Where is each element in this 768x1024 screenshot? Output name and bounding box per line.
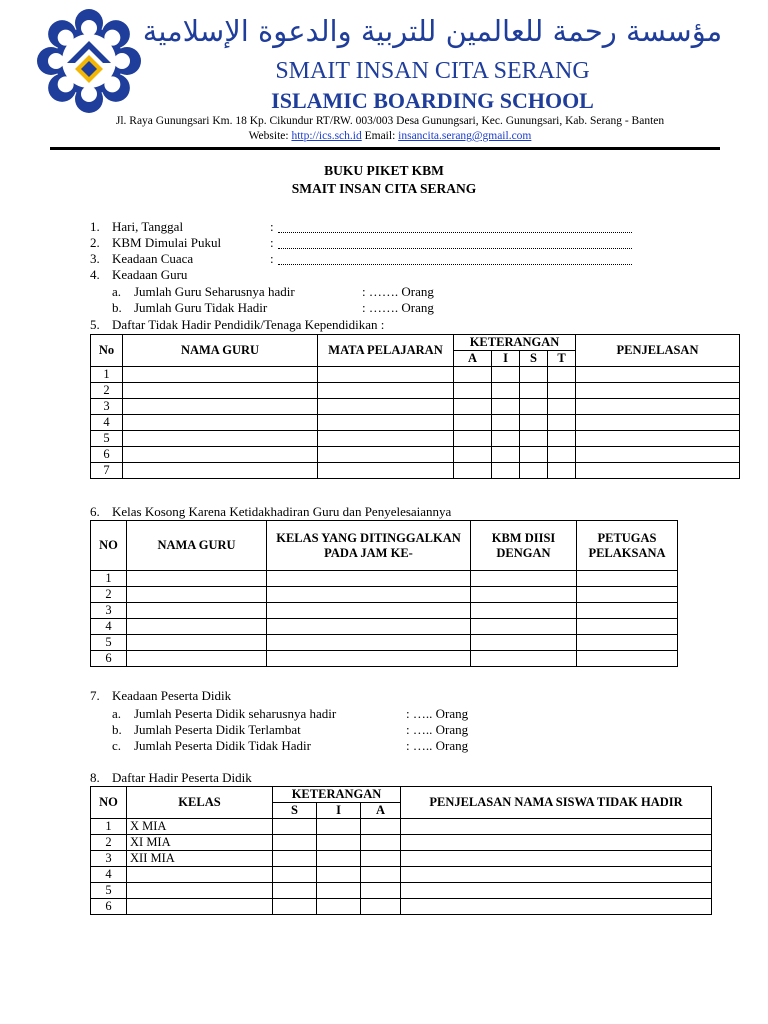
item-7b-value[interactable]: : ….. Orang <box>406 722 469 737</box>
kelas-cell: XII MIA <box>127 851 273 867</box>
petugas-cell[interactable] <box>577 571 678 587</box>
row-number: 4 <box>91 867 127 883</box>
col-keterangan: KETERANGAN <box>454 335 576 351</box>
t-cell[interactable] <box>548 463 576 479</box>
kelas-cell[interactable] <box>267 587 471 603</box>
kbm-cell[interactable] <box>471 619 577 635</box>
table-row <box>91 399 740 415</box>
penjelasan-cell[interactable] <box>576 447 740 463</box>
row-number: 3 <box>91 603 127 619</box>
nama-guru-cell[interactable] <box>123 447 318 463</box>
mapel-cell[interactable] <box>318 383 454 399</box>
item-4a-value[interactable]: : ……. Orang <box>362 284 434 299</box>
item-2-label: KBM Dimulai Pukul <box>112 235 222 250</box>
mapel-cell[interactable] <box>318 367 454 383</box>
nama-guru-cell[interactable] <box>123 431 318 447</box>
s-cell[interactable] <box>520 383 548 399</box>
mapel-cell[interactable] <box>318 463 454 479</box>
kelas-cell[interactable] <box>267 603 471 619</box>
i-cell[interactable] <box>492 447 520 463</box>
col-kelas-ditinggalkan: KELAS YANG DITINGGALKAN PADA JAM KE- <box>267 521 471 571</box>
table-row <box>91 463 740 479</box>
a-cell[interactable] <box>454 367 492 383</box>
nama-guru-cell[interactable] <box>123 383 318 399</box>
nama-guru-cell[interactable] <box>127 587 267 603</box>
row-number: 5 <box>91 431 123 447</box>
item-7c-value[interactable]: : ….. Orang <box>406 738 469 753</box>
petugas-cell[interactable] <box>577 619 678 635</box>
kelas-cell <box>127 899 273 915</box>
i-cell[interactable] <box>492 383 520 399</box>
s-cell[interactable] <box>520 463 548 479</box>
item-7c-num: c. <box>112 738 122 753</box>
penjelasan-cell[interactable] <box>401 835 712 851</box>
table-row <box>91 367 740 383</box>
kbm-start-field[interactable] <box>278 248 632 249</box>
t-cell[interactable] <box>548 431 576 447</box>
row-number: 6 <box>91 899 127 915</box>
col-no: No <box>91 335 123 367</box>
mapel-cell[interactable] <box>318 431 454 447</box>
school-type: ISLAMIC BOARDING SCHOOL <box>271 88 594 113</box>
item-7b-num: b. <box>112 722 122 737</box>
col-a: A <box>454 351 492 367</box>
t-cell[interactable] <box>548 399 576 415</box>
table-row <box>91 587 678 603</box>
table-row <box>91 835 712 851</box>
i-cell[interactable] <box>492 431 520 447</box>
penjelasan-cell[interactable] <box>401 819 712 835</box>
table-row <box>91 571 678 587</box>
col-penjelasan: PENJELASAN <box>576 335 740 367</box>
header-divider <box>50 147 720 150</box>
i-cell[interactable] <box>317 899 361 915</box>
col-kbm-diisi: KBM DIISI DENGAN <box>471 521 577 571</box>
table-row <box>91 867 712 883</box>
table-row <box>91 899 712 915</box>
s-cell[interactable] <box>520 399 548 415</box>
teacher-absence-table <box>90 334 740 479</box>
item-7a-value[interactable]: : ….. Orang <box>406 706 469 721</box>
kelas-cell[interactable] <box>267 635 471 651</box>
row-number: 3 <box>91 399 123 415</box>
col-t: T <box>548 351 576 367</box>
item-6-num: 6. <box>90 504 100 519</box>
row-number: 5 <box>91 883 127 899</box>
col-nama-guru: NAMA GURU <box>127 521 267 571</box>
email-label: Email: <box>364 130 396 142</box>
item-8-num: 8. <box>90 770 100 785</box>
item-5-num: 5. <box>90 317 100 332</box>
item-5-label: Daftar Tidak Hadir Pendidik/Tenaga Kependidikan : <box>112 317 385 332</box>
kelas-cell <box>127 883 273 899</box>
penjelasan-cell[interactable] <box>576 399 740 415</box>
s-cell[interactable] <box>273 899 317 915</box>
i-cell[interactable] <box>317 883 361 899</box>
table-row <box>91 383 740 399</box>
i-cell[interactable] <box>492 415 520 431</box>
nama-guru-cell[interactable] <box>123 367 318 383</box>
a-cell[interactable] <box>454 415 492 431</box>
row-number: 1 <box>91 367 123 383</box>
kelas-cell: X MIA <box>127 819 273 835</box>
row-number: 2 <box>91 835 127 851</box>
mapel-cell[interactable] <box>318 415 454 431</box>
item-7-num: 7. <box>90 688 100 703</box>
penjelasan-cell[interactable] <box>576 463 740 479</box>
penjelasan-cell[interactable] <box>401 899 712 915</box>
col-i: I <box>317 803 361 819</box>
item-4b-num: b. <box>112 300 122 315</box>
row-number: 1 <box>91 819 127 835</box>
col-s: S <box>273 803 317 819</box>
row-number: 4 <box>91 619 127 635</box>
s-cell[interactable] <box>273 867 317 883</box>
item-3-label: Keadaan Cuaca <box>112 251 194 266</box>
item-1-num: 1. <box>90 219 100 234</box>
col-mata-pelajaran: MATA PELAJARAN <box>318 335 454 367</box>
kelas-cell: XI MIA <box>127 835 273 851</box>
item-8-label: Daftar Hadir Peserta Didik <box>112 770 252 785</box>
kbm-cell[interactable] <box>471 587 577 603</box>
col-penjelasan: PENJELASAN NAMA SISWA TIDAK HADIR <box>401 787 712 819</box>
row-number: 5 <box>91 635 127 651</box>
table-row <box>91 851 712 867</box>
table-row <box>91 619 678 635</box>
row-number: 7 <box>91 463 123 479</box>
col-a: A <box>361 803 401 819</box>
col-no: NO <box>91 521 127 571</box>
penjelasan-cell[interactable] <box>576 415 740 431</box>
empty-class-table <box>90 520 678 667</box>
school-logo <box>36 8 142 114</box>
kelas-cell[interactable] <box>267 571 471 587</box>
item-1-colon: : <box>270 219 274 234</box>
a-cell[interactable] <box>361 867 401 883</box>
penjelasan-cell[interactable] <box>576 431 740 447</box>
t-cell[interactable] <box>548 383 576 399</box>
a-cell[interactable] <box>454 383 492 399</box>
mapel-cell[interactable] <box>318 399 454 415</box>
t-cell[interactable] <box>548 447 576 463</box>
t-cell[interactable] <box>548 415 576 431</box>
nama-guru-cell[interactable] <box>123 463 318 479</box>
item-7c-label: Jumlah Peserta Didik Tidak Hadir <box>134 738 311 753</box>
kbm-cell[interactable] <box>471 571 577 587</box>
nama-guru-cell[interactable] <box>127 635 267 651</box>
petugas-cell[interactable] <box>577 635 678 651</box>
item-6-label: Kelas Kosong Karena Ketidakhadiran Guru dan Penyelesaiannya <box>112 504 452 519</box>
nama-guru-cell[interactable] <box>123 415 318 431</box>
col-petugas: PETUGAS PELAKSANA <box>577 521 678 571</box>
website-link[interactable]: http://ics.sch.id <box>291 130 362 142</box>
table-row <box>91 603 678 619</box>
table-row <box>91 883 712 899</box>
table-row <box>91 415 740 431</box>
col-keterangan: KETERANGAN <box>273 787 401 803</box>
item-2-num: 2. <box>90 235 100 250</box>
item-4a-num: a. <box>112 284 122 299</box>
row-number: 4 <box>91 415 123 431</box>
table-row <box>91 651 678 667</box>
row-number: 6 <box>91 651 127 667</box>
item-1-label: Hari, Tanggal <box>112 219 184 234</box>
row-number: 1 <box>91 571 127 587</box>
table-row <box>91 447 740 463</box>
a-cell[interactable] <box>361 819 401 835</box>
item-3-num: 3. <box>90 251 100 266</box>
item-2-colon: : <box>270 235 274 250</box>
i-cell[interactable] <box>317 819 361 835</box>
s-cell[interactable] <box>520 367 548 383</box>
school-name: SMAIT INSAN CITA SERANG <box>275 58 590 84</box>
item-7a-num: a. <box>112 706 122 721</box>
penjelasan-cell[interactable] <box>401 851 712 867</box>
item-4-label: Keadaan Guru <box>112 267 188 282</box>
row-number: 3 <box>91 851 127 867</box>
item-4a-label: Jumlah Guru Seharusnya hadir <box>134 284 295 299</box>
petugas-cell[interactable] <box>577 587 678 603</box>
i-cell[interactable] <box>492 463 520 479</box>
item-3-colon: : <box>270 251 274 266</box>
row-number: 2 <box>91 587 127 603</box>
t-cell[interactable] <box>548 367 576 383</box>
document-title: BUKU PIKET KBM <box>324 163 444 178</box>
item-4b-value[interactable]: : ……. Orang <box>362 300 434 315</box>
i-cell[interactable] <box>317 867 361 883</box>
nama-guru-cell[interactable] <box>127 603 267 619</box>
col-i: I <box>492 351 520 367</box>
a-cell[interactable] <box>361 883 401 899</box>
penjelasan-cell[interactable] <box>576 383 740 399</box>
i-cell[interactable] <box>317 851 361 867</box>
mapel-cell[interactable] <box>318 447 454 463</box>
item-4-num: 4. <box>90 267 100 282</box>
a-cell[interactable] <box>361 851 401 867</box>
nama-guru-cell[interactable] <box>127 571 267 587</box>
row-number: 2 <box>91 383 123 399</box>
penjelasan-cell[interactable] <box>401 867 712 883</box>
a-cell[interactable] <box>361 835 401 851</box>
kelas-cell[interactable] <box>267 651 471 667</box>
hari-tanggal-field[interactable] <box>278 232 632 233</box>
row-number: 6 <box>91 447 123 463</box>
table-row <box>91 819 712 835</box>
i-cell[interactable] <box>317 835 361 851</box>
s-cell[interactable] <box>273 883 317 899</box>
a-cell[interactable] <box>361 899 401 915</box>
website-label: Website: <box>248 130 289 142</box>
i-cell[interactable] <box>492 367 520 383</box>
s-cell[interactable] <box>520 415 548 431</box>
s-cell[interactable] <box>520 447 548 463</box>
kbm-cell[interactable] <box>471 651 577 667</box>
nama-guru-cell[interactable] <box>123 399 318 415</box>
arabic-foundation-name: مؤسسة رحمة للعالمين للتربية والدعوة الإسلامية <box>142 14 723 48</box>
a-cell[interactable] <box>454 447 492 463</box>
item-4b-label: Jumlah Guru Tidak Hadir <box>134 300 268 315</box>
col-nama-guru: NAMA GURU <box>123 335 318 367</box>
kelas-cell <box>127 867 273 883</box>
s-cell[interactable] <box>520 431 548 447</box>
a-cell[interactable] <box>454 399 492 415</box>
s-cell[interactable] <box>273 819 317 835</box>
email-link[interactable]: insancita.serang@gmail.com <box>398 130 532 142</box>
kelas-cell[interactable] <box>267 619 471 635</box>
item-7b-label: Jumlah Peserta Didik Terlambat <box>134 722 301 737</box>
school-address: Jl. Raya Gunungsari Km. 18 Kp. Cikundur RT/RW. 003/003 Desa Gunungsari, Kec. Gunungsari, Kab. Serang - Banten <box>115 115 665 127</box>
s-cell[interactable] <box>273 851 317 867</box>
contact-line <box>80 130 700 142</box>
s-cell[interactable] <box>273 835 317 851</box>
i-cell[interactable] <box>492 399 520 415</box>
table-row <box>91 431 740 447</box>
penjelasan-cell[interactable] <box>576 367 740 383</box>
table-row <box>91 635 678 651</box>
student-attendance-table <box>90 786 712 915</box>
a-cell[interactable] <box>454 463 492 479</box>
item-7-label: Keadaan Peserta Didik <box>112 688 232 703</box>
penjelasan-cell[interactable] <box>401 883 712 899</box>
kbm-cell[interactable] <box>471 603 577 619</box>
col-kelas: KELAS <box>127 787 273 819</box>
petugas-cell[interactable] <box>577 651 678 667</box>
nama-guru-cell[interactable] <box>127 651 267 667</box>
weather-field[interactable] <box>278 264 632 265</box>
document-subtitle: SMAIT INSAN CITA SERANG <box>291 181 477 196</box>
nama-guru-cell[interactable] <box>127 619 267 635</box>
col-s: S <box>520 351 548 367</box>
petugas-cell[interactable] <box>577 603 678 619</box>
kbm-cell[interactable] <box>471 635 577 651</box>
a-cell[interactable] <box>454 431 492 447</box>
col-no: NO <box>91 787 127 819</box>
item-7a-label: Jumlah Peserta Didik seharusnya hadir <box>134 706 337 721</box>
